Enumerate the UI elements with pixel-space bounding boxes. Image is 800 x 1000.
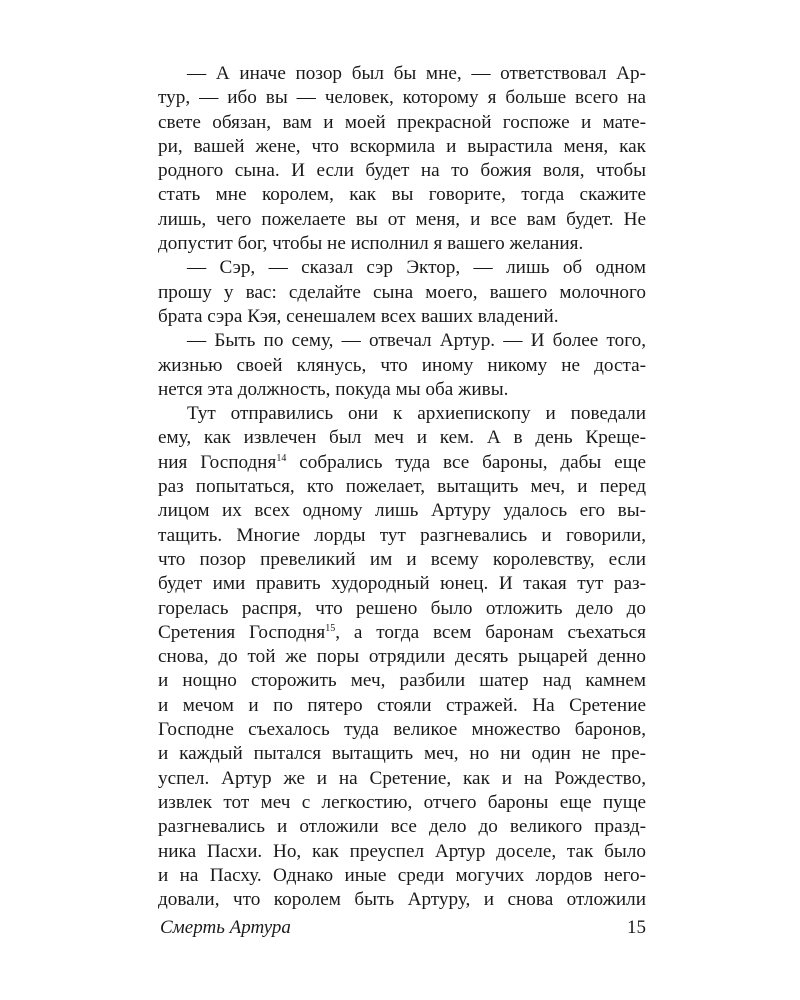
text-line	[158, 621, 646, 645]
text-line: лицом их всех одному лишь Артуру удалось его вы-	[158, 500, 646, 522]
text-line: брата сэра Кэя, сенешалем всех ваших владений.	[158, 305, 559, 327]
text-fragment: собрались туда все бароны, дабы еще	[286, 451, 646, 473]
footnote-ref-15[interactable]: 15	[325, 622, 336, 634]
text-line	[158, 451, 646, 475]
text-line: что позор превеликий им и всему королевству, если	[158, 548, 646, 570]
text-line: и мечом и по пятеро стояли стражей. На Сретение	[158, 694, 646, 716]
text-line: довали, что королем быть Артуру, и снова отложили	[158, 889, 646, 911]
text-line: Тут отправились они к архиепископу и поведали	[187, 403, 646, 425]
page-footer	[158, 917, 646, 943]
text-line: Господне съехалось туда великое множество баронов,	[158, 719, 646, 741]
page-number: 15	[627, 917, 646, 938]
text-line: успел. Артур же и на Сретение, как и на Рождество,	[158, 767, 646, 789]
footnote-ref-14[interactable]: 14	[276, 452, 287, 464]
text-line: — Сэр, — сказал сэр Эктор, — лишь об одном	[187, 257, 646, 279]
text-line: и на Пасху. Однако иные среди могучих лордов него-	[158, 864, 646, 886]
text-line: стать мне королем, как вы говорите, тогда скажите	[158, 184, 646, 206]
text-line: снова, до той же поры отрядили десять рыцарей денно	[158, 646, 646, 668]
text-line: ри, вашей жене, что вскормила и вырастила меня, как	[158, 135, 646, 157]
text-line: родного сына. И если будет на то божия воля, чтобы	[158, 160, 646, 182]
text-line: извлек тот меч с легкостию, отчего бароны еще пуще	[158, 791, 646, 813]
running-title: Смерть Артура	[160, 917, 291, 938]
text-line: лишь, чего пожелаете вы от меня, и все вам будет. Не	[158, 208, 646, 230]
text-line: допустит бог, чтобы не исполнил я вашего желания.	[158, 233, 584, 255]
text-line: ему, как извлечен был меч и кем. А в день Креще-	[158, 427, 646, 449]
text-line: — А иначе позор был бы мне, — ответствовал Ар-	[187, 63, 646, 84]
text-line: нется эта должность, покуда мы оба живы.	[158, 378, 509, 400]
text-fragment: Сретения Господня	[158, 621, 326, 643]
text-line: горелась распря, что решено было отложить дело до	[158, 597, 646, 619]
text-line: и нощно сторожить меч, разбили шатер над камнем	[158, 670, 646, 692]
text-line: — Быть по сему, — отвечал Артур. — И более того,	[187, 330, 646, 352]
text-fragment: , а тогда всем баронам съехаться	[335, 621, 646, 643]
text-line: свете обязан, вам и моей прекрасной госпоже и мате-	[158, 111, 646, 133]
body-text	[158, 62, 646, 912]
text-line: будет ими править худородный юнец. И такая тут раз-	[158, 573, 646, 595]
text-line: тур, — ибо вы — человек, которому я больше всего на	[158, 87, 646, 109]
text-line: разгневались и отложили все дело до великого празд-	[158, 816, 646, 838]
text-line: и каждый пытался вытащить меч, но ни один не пре-	[158, 743, 646, 765]
text-line: ника Пасхи. Но, как преуспел Артур доселе, так было	[158, 840, 646, 862]
text-line: жизнью своей клянусь, что иному никому не доста-	[158, 354, 646, 376]
text-fragment: ния Господня	[158, 451, 277, 473]
text-line: тащить. Многие лорды тут разгневались и говорили,	[158, 524, 646, 546]
text-line: прошу у вас: сделайте сына моего, вашего молочного	[158, 281, 646, 303]
text-line: раз попытаться, кто пожелает, вытащить меч, и перед	[158, 476, 646, 498]
